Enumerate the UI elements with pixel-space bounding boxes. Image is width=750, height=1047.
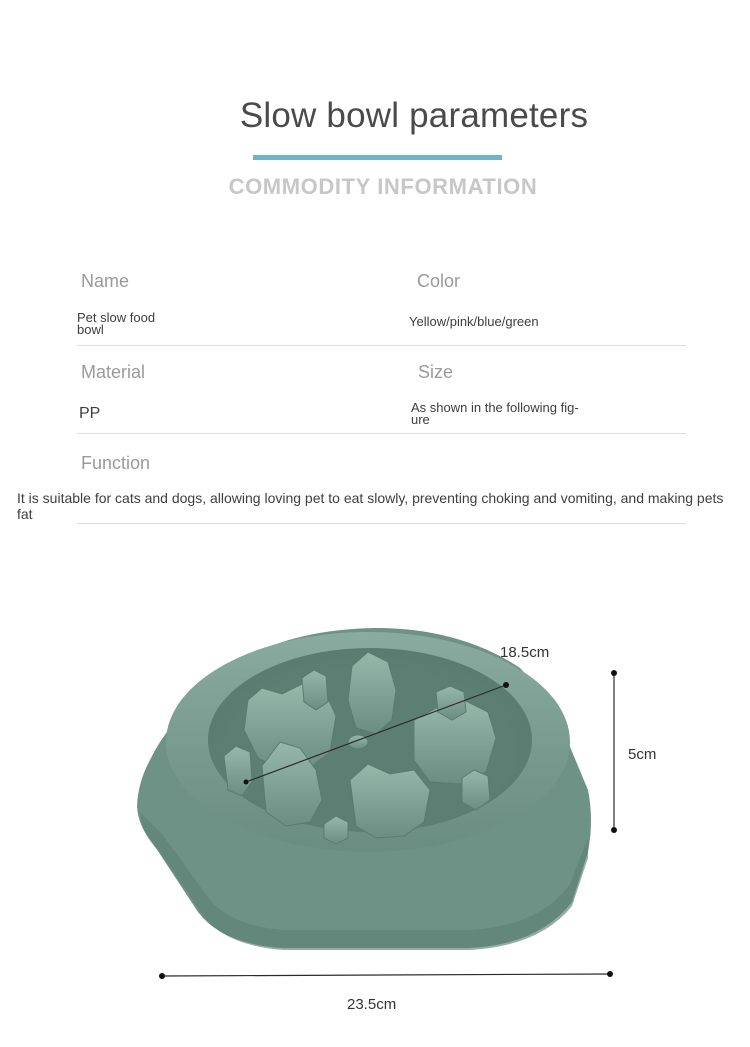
function-label: Function [81,453,151,473]
diameter-label: 18.5cm [500,644,550,661]
row-divider [77,433,686,434]
size-label: Size [418,362,454,382]
slow-bowl-image [137,628,591,950]
function-value: It is suitable for cats and dogs, allowing loving pet to eat slowly, preventing choking and vomiting, and making pets fat [17,490,724,522]
height-dimension [611,670,656,833]
size-value-line1: As shown in the following fig- [411,400,579,415]
name-value [77,312,155,336]
page-title: Slow bowl parameters [239,96,589,135]
height-label: 5cm [628,746,657,763]
material-label: Material [81,362,146,382]
name-label: Name [81,271,130,291]
size-value [411,402,579,426]
width-dimension [159,971,613,1013]
row-divider [77,523,686,524]
name-value-line2: bowl [77,322,104,337]
color-label: Color [417,271,461,291]
product-figure [0,600,750,1047]
size-value-line2: ure [411,412,430,427]
material-value: PP [79,405,101,422]
color-value: Yellow/pink/blue/green [409,314,539,329]
page-subtitle: COMMODITY INFORMATION [228,174,538,199]
row-divider [77,345,686,346]
title-underline [253,155,502,160]
name-value-line1: Pet slow food [77,310,156,325]
width-label: 23.5cm [347,996,397,1013]
